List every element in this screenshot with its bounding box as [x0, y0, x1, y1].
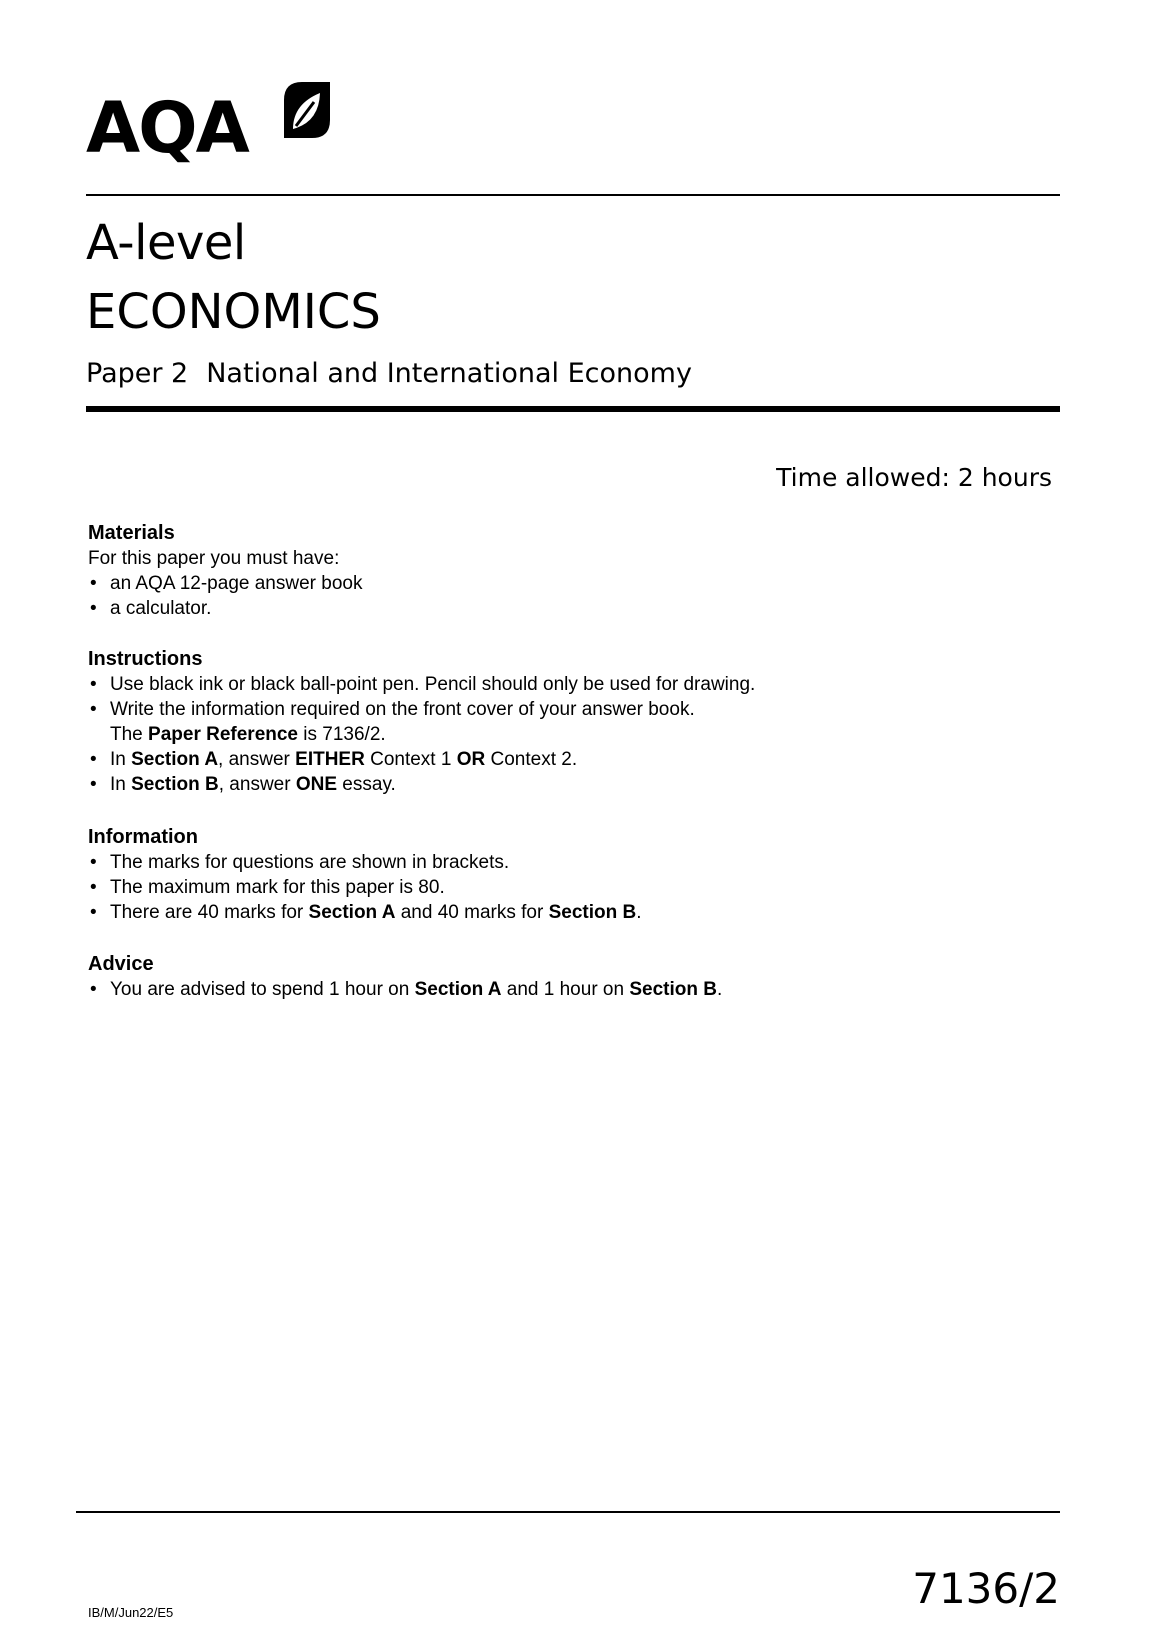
header-rule	[86, 194, 1060, 196]
paper-number: Paper 2	[86, 358, 189, 389]
paper-reference: 7136/2	[912, 1564, 1060, 1613]
materials-intro: For this paper you must have:	[88, 548, 340, 569]
leaf-mark-icon	[284, 82, 330, 138]
list-item: • There are 40 marks for Section A and 40 marks for Section B.	[90, 902, 642, 923]
title-rule	[86, 406, 1060, 412]
aqa-logo	[86, 82, 346, 172]
materials-heading: Materials	[88, 522, 175, 544]
advice-list	[88, 977, 722, 1002]
footer-rule	[76, 1511, 1060, 1513]
advice-heading: Advice	[88, 953, 154, 975]
information-list	[88, 850, 641, 925]
list-item: • an AQA 12-page answer book	[90, 573, 363, 594]
footer-code: IB/M/Jun22/E5	[88, 1605, 174, 1620]
time-allowed: Time allowed: 2 hours	[776, 463, 1052, 492]
materials-list	[88, 571, 362, 621]
information-section	[88, 824, 641, 925]
logo-text: AQA	[86, 87, 248, 169]
list-item: • a calculator.	[90, 598, 212, 619]
qualification-level: A-level	[86, 215, 246, 271]
list-item: • In Section B, answer ONE essay.	[90, 774, 396, 795]
list-item: • In Section A, answer EITHER Context 1 OR Context 2.	[90, 749, 578, 770]
list-item: • Use black ink or black ball-point pen. Pencil should only be used for drawing.	[90, 674, 756, 695]
materials-section	[88, 520, 362, 621]
instructions-heading: Instructions	[88, 648, 203, 670]
list-item: • You are advised to spend 1 hour on Section A and 1 hour on Section B.	[90, 979, 723, 1000]
paper-name: National and International Economy	[206, 358, 692, 389]
advice-section	[88, 951, 722, 1002]
list-item: • Write the information required on the front cover of your answer book. The Paper Reference is 7136/2.	[90, 699, 695, 745]
information-heading: Information	[88, 826, 198, 848]
list-item: • The maximum mark for this paper is 80.	[90, 877, 445, 898]
subject-title: ECONOMICS	[86, 284, 381, 340]
instructions-section	[88, 646, 755, 797]
paper-title	[86, 357, 692, 391]
instructions-list	[88, 672, 755, 797]
list-item: • The marks for questions are shown in brackets.	[90, 852, 510, 873]
